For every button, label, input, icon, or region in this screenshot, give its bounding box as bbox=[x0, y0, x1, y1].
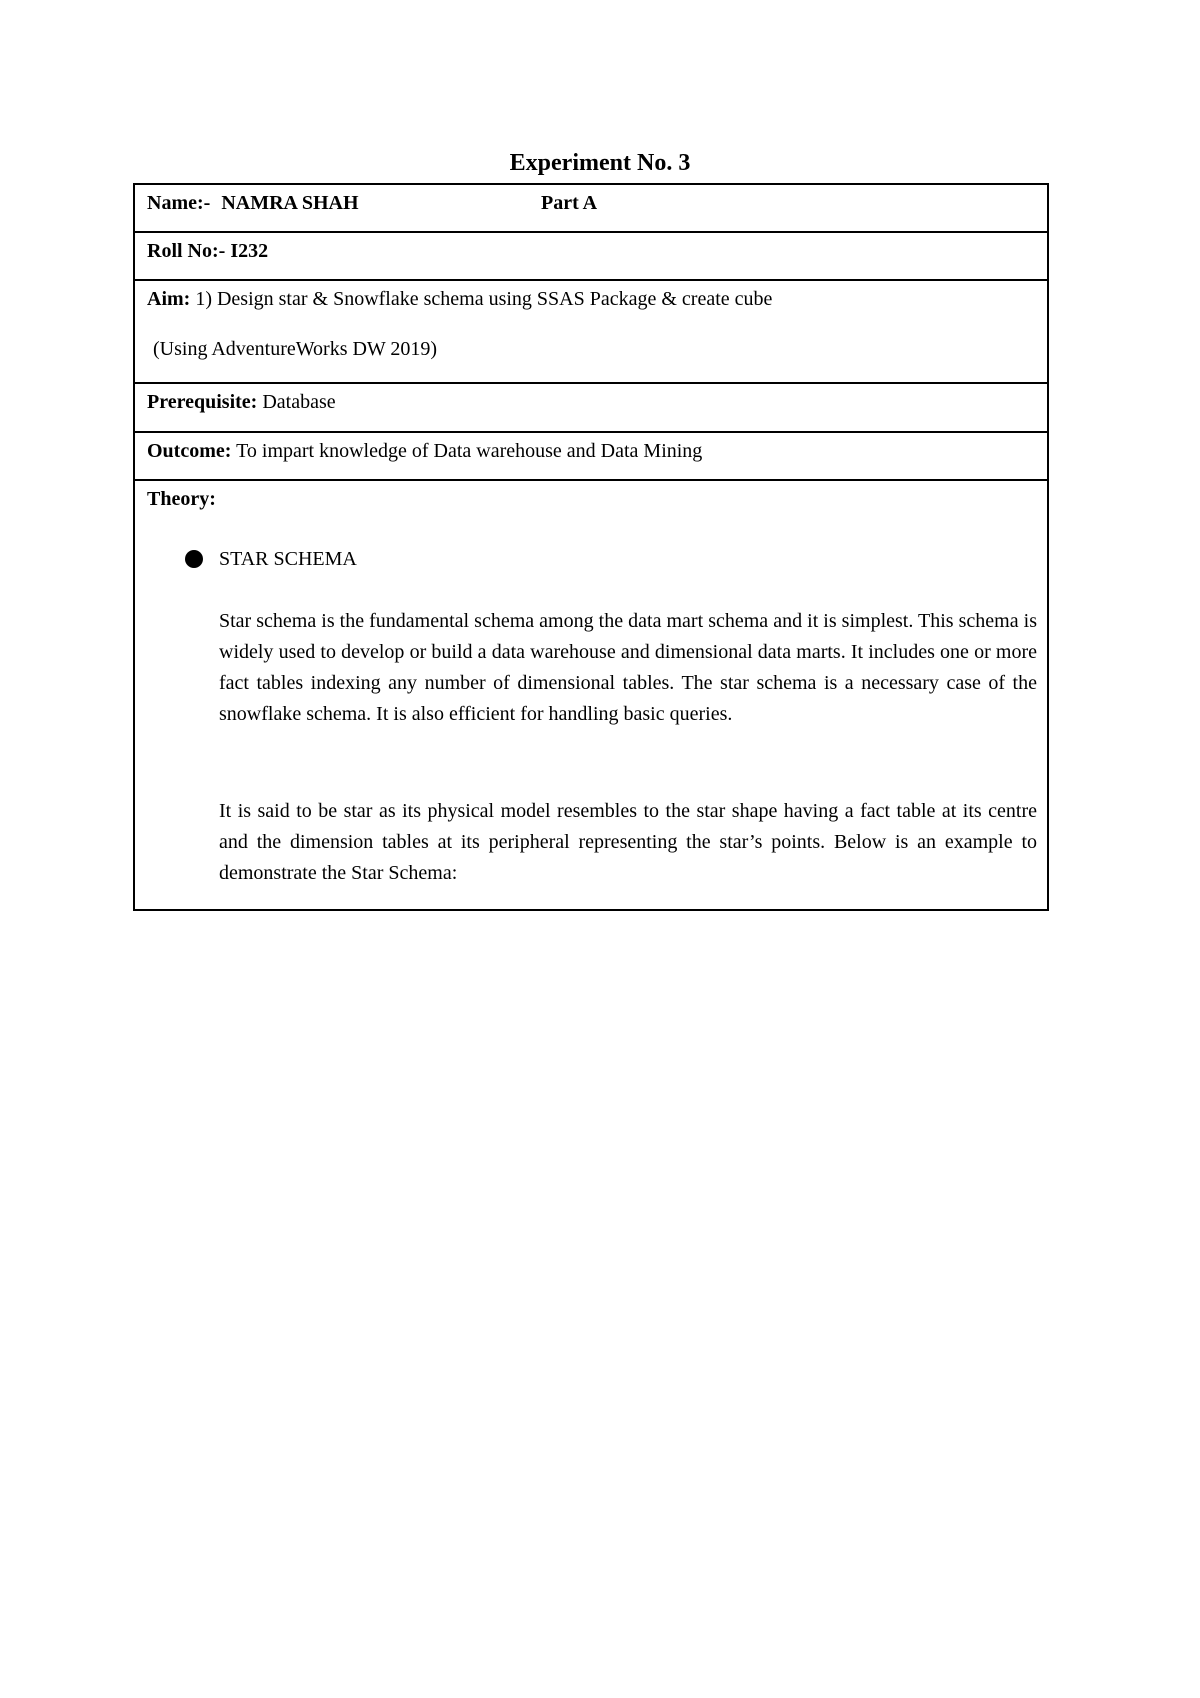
prerequisite-text: Database bbox=[262, 391, 336, 413]
bullet-text: STAR SCHEMA bbox=[219, 548, 357, 570]
bullet-icon bbox=[185, 550, 203, 568]
theory-paragraph: Star schema is the fundamental schema among the data mart schema and it is simplest. This schema is widely used to develop or build a data warehouse and dimensional data marts. It includes one or more fact tables indexing any number of dimensional tables. The star schema is a necessary case of the snowflake schema. It is also efficient for handling basic queries. bbox=[219, 610, 1037, 725]
roll-row bbox=[135, 233, 1047, 281]
experiment-info-table bbox=[133, 183, 1049, 911]
theory-paragraph: It is said to be star as its physical model resembles to the star shape having a fact table at its centre and the dimension tables at its peripheral representing the star’s points. Below is an example to demonstrate the Star Schema: bbox=[219, 800, 1037, 884]
outcome-row bbox=[135, 433, 1047, 481]
aim-label: Aim: bbox=[147, 288, 191, 310]
outcome-text: To impart knowledge of Data warehouse and Data Mining bbox=[236, 440, 703, 462]
name-value: NAMRA SHAH bbox=[221, 192, 359, 214]
aim-row bbox=[135, 281, 1047, 384]
outcome-label: Outcome: bbox=[147, 440, 232, 462]
roll-label: Roll No:- I232 bbox=[147, 240, 269, 262]
name-row bbox=[135, 185, 1047, 233]
page-title: Experiment No. 3 bbox=[509, 150, 691, 176]
prerequisite-label: Prerequisite: bbox=[147, 391, 258, 413]
theory-label: Theory: bbox=[147, 488, 216, 510]
aim-text: 1) Design star & Snowflake schema using SSAS Package & create cube bbox=[195, 288, 773, 310]
name-label: Name:- bbox=[147, 192, 211, 214]
theory-bullet-item bbox=[185, 546, 357, 572]
aim-dataset: (Using AdventureWorks DW 2019) bbox=[153, 338, 438, 360]
prerequisite-row bbox=[135, 384, 1047, 433]
part-label: Part A bbox=[541, 192, 598, 214]
theory-row bbox=[135, 481, 1047, 909]
